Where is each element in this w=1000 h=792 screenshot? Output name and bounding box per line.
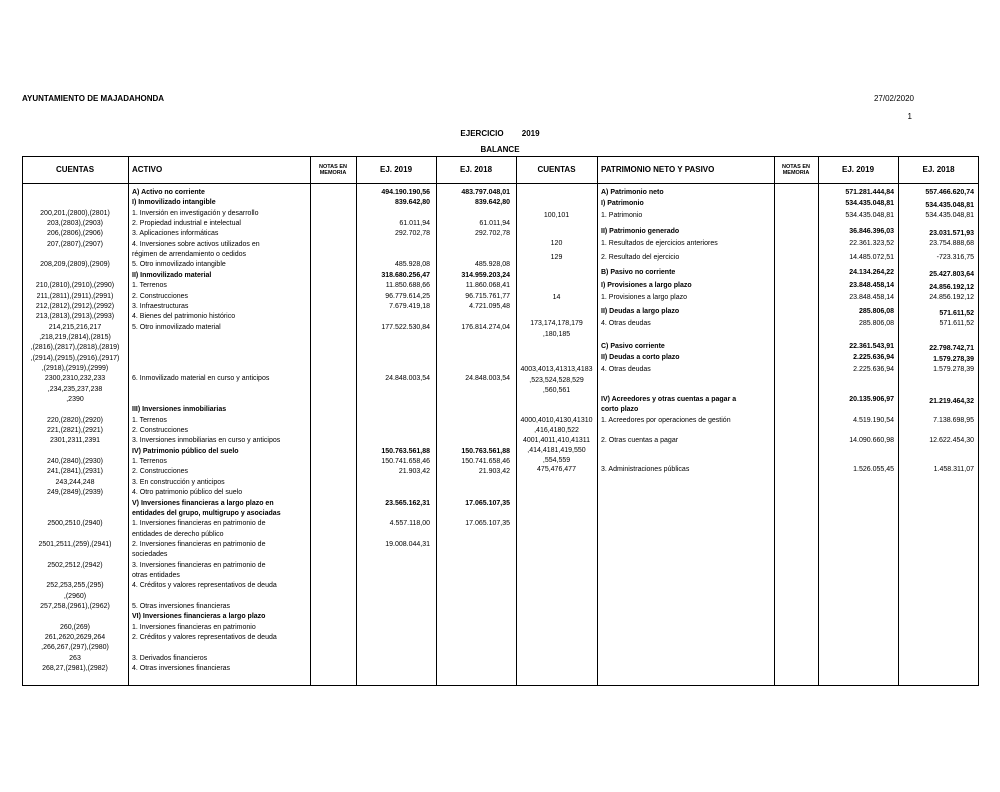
- activo-label: entidades de derecho público: [132, 530, 224, 538]
- activo-label: 1. Inversiones financieras en patrimonio: [132, 623, 256, 631]
- activo-label: sociedades: [132, 551, 168, 559]
- activo-ej2018: 17.065.107,35: [465, 499, 510, 507]
- pasivo-ej2018: 24.856.192,12: [929, 294, 974, 301]
- pasivo-ej2018: 571.611,52: [939, 310, 974, 317]
- pasivo-ej2018: 23.754.888,68: [929, 240, 974, 247]
- pasivo-cuentas: ,416,4180,522: [534, 427, 579, 434]
- header-notas-pasivo: NOTAS EN MEMORIA: [781, 163, 810, 176]
- activo-ej2018: 314.959.203,24: [461, 271, 510, 279]
- pasivo-ej2019: 4.519.190,54: [853, 417, 894, 424]
- activo-cuentas: ,2390: [66, 396, 84, 403]
- header-ej2018-activo: EJ. 2018: [459, 165, 493, 174]
- pasivo-ej2019: 285.806,08: [858, 320, 894, 327]
- pasivo-ej2019: 14.090.660,98: [849, 437, 894, 444]
- pasivo-label: I) Patrimonio: [601, 200, 644, 207]
- col-divider: [516, 156, 517, 686]
- col-divider: [597, 156, 598, 686]
- activo-label: 4. Bienes del patrimonio histórico: [132, 313, 236, 321]
- pasivo-ej2018: 1.579.278,39: [933, 366, 974, 373]
- activo-ej2019: 19.008.044,31: [385, 540, 430, 548]
- col-divider: [436, 156, 437, 686]
- activo-ej2018: 292.702,78: [474, 230, 510, 238]
- pasivo-ej2018: 571.611,52: [939, 320, 974, 327]
- pasivo-ej2018: 21.219.464,32: [929, 398, 974, 405]
- activo-cuentas: 268,27,(2981),(2982): [42, 665, 108, 673]
- activo-label: 3. Derivados financieros: [132, 654, 208, 662]
- activo-label: IV) Patrimonio público del suelo: [132, 447, 239, 455]
- activo-label: 4. Otras inversiones financieras: [132, 665, 231, 673]
- pasivo-ej2019: 36.846.396,03: [849, 228, 894, 235]
- activo-ej2019: 292.702,78: [394, 230, 430, 238]
- activo-ej2019: 150.741.658,46: [381, 458, 430, 466]
- pasivo-ej2018: 557.466.620,74: [925, 189, 974, 196]
- activo-label: 4. Otro patrimonio público del suelo: [132, 489, 243, 497]
- ejercicio-heading: [0, 129, 1000, 138]
- activo-ej2019: 485.928,08: [394, 261, 430, 269]
- pasivo-cuentas: 173,174,178,179: [530, 320, 583, 327]
- pasivo-ej2019: 22.361.543,91: [849, 343, 894, 350]
- activo-ej2018: 150.763.561,88: [461, 447, 510, 455]
- pasivo-ej2019: 285.806,08: [858, 308, 894, 315]
- activo-cuentas: 263: [69, 654, 81, 662]
- activo-cuentas: 210,(2810),(2910),(2990): [35, 282, 115, 290]
- pasivo-label: 2. Resultado del ejercicio: [601, 254, 680, 261]
- pasivo-cuentas: 475,476,477: [537, 466, 576, 473]
- pasivo-label: I) Provisiones a largo plazo: [601, 282, 692, 289]
- activo-label: 2. Créditos y valores representativos de deuda: [132, 634, 277, 642]
- activo-label: 6. Inmovilizado material en curso y anticipos: [132, 375, 270, 383]
- pasivo-ej2018: 22.798.742,71: [929, 345, 974, 352]
- pasivo-cuentas: ,180,185: [542, 331, 571, 338]
- activo-label: 5. Otras inversiones financieras: [132, 603, 231, 610]
- col-divider: [818, 156, 819, 686]
- activo-label: 1. Terrenos: [132, 458, 167, 466]
- pasivo-label: 3. Administraciones públicas: [601, 466, 690, 473]
- activo-label: 3. Infraestructuras: [132, 302, 189, 310]
- pasivo-label: 2. Otras cuentas a pagar: [601, 437, 679, 444]
- activo-ej2018: 176.814.274,04: [461, 323, 510, 331]
- pasivo-ej2018: 23.031.571,93: [929, 230, 974, 237]
- activo-cuentas: 214,215,216,217: [48, 323, 102, 331]
- activo-ej2018: 839.642,80: [474, 199, 510, 207]
- activo-label: 2. Propiedad industrial e intelectual: [132, 220, 241, 228]
- ejercicio-label: EJERCICIO: [460, 129, 504, 138]
- pasivo-cuentas: ,554,559: [542, 457, 571, 464]
- activo-cuentas: 2301,2311,2391: [49, 437, 101, 445]
- activo-ej2018: 11.860.068,41: [465, 282, 510, 290]
- pasivo-label: 4. Otras deudas: [601, 320, 651, 327]
- pasivo-ej2019: 23.848.458,14: [849, 282, 894, 289]
- activo-ej2019: 494.190.190,56: [381, 189, 430, 196]
- activo-label: V) Inversiones financieras a largo plazo en: [132, 499, 274, 507]
- pasivo-cuentas: 100,101: [543, 212, 570, 219]
- pasivo-label: II) Deudas a largo plazo: [601, 308, 680, 315]
- pasivo-cuentas: 129: [550, 254, 563, 261]
- activo-label: 2. Construcciones: [132, 292, 189, 300]
- pasivo-label: C) Pasivo corriente: [601, 343, 665, 350]
- pasivo-ej2018: 7.138.698,95: [933, 417, 974, 424]
- activo-ej2019: 4.557.118,00: [389, 520, 430, 528]
- pasivo-ej2018: -723.316,75: [936, 254, 974, 261]
- pasivo-ej2018: 534.435.048,81: [925, 212, 974, 219]
- activo-ej2018: 485.928,08: [474, 261, 510, 269]
- activo-label: II) Inmovilizado material: [132, 271, 212, 279]
- activo-ej2019: 21.903,42: [398, 468, 430, 476]
- pasivo-label: B) Pasivo no corriente: [601, 269, 676, 276]
- activo-label: VI) Inversiones financieras a largo plazo: [132, 613, 266, 621]
- activo-label: 4. Inversiones sobre activos utilizados en: [132, 240, 260, 248]
- header-cuentas-pasivo: CUENTAS: [537, 165, 576, 174]
- pasivo-cuentas: ,560,561: [542, 387, 571, 394]
- pasivo-cuentas: ,414,4181,419,550: [527, 447, 586, 454]
- activo-label: 1. Terrenos: [132, 282, 167, 290]
- activo-label: 4. Créditos y valores representativos de deuda: [132, 582, 277, 590]
- pasivo-ej2018: 24.856.192,12: [929, 284, 974, 291]
- activo-label: 5. Otro inmovilizado material: [132, 323, 221, 331]
- header-pasivo: PATRIMONIO NETO Y PASIVO: [601, 165, 715, 174]
- activo-cuentas: 207,(2807),(2907): [46, 240, 104, 248]
- activo-cuentas: 2500,2510,(2940): [47, 520, 103, 528]
- pasivo-label: II) Patrimonio generado: [601, 228, 680, 235]
- pasivo-ej2019: 2.225.636,94: [853, 366, 894, 373]
- activo-cuentas: 261,2620,2629,264: [44, 634, 106, 642]
- activo-ej2019: 61.011,94: [399, 220, 430, 228]
- activo-cuentas: 257,258,(2961),(2962): [40, 603, 110, 610]
- activo-ej2019: 7.679.419,18: [389, 302, 430, 310]
- pasivo-ej2019: 1.526.055,45: [853, 466, 894, 473]
- pasivo-label: A) Patrimonio neto: [601, 189, 664, 196]
- activo-cuentas: ,218,219,(2814),(2815): [39, 333, 111, 341]
- header-ej2018-pasivo: EJ. 2018: [922, 165, 955, 174]
- activo-ej2018: 17.065.107,35: [465, 520, 510, 528]
- activo-label: entidades del grupo, multigrupo y asociadas: [132, 509, 281, 517]
- activo-ej2019: 150.763.561,88: [381, 447, 430, 455]
- activo-label: 1. Inversión en investigación y desarrollo: [132, 209, 259, 217]
- activo-label: 2. Inversiones financieras en patrimonio de: [132, 540, 266, 548]
- pasivo-cuentas: 14: [552, 294, 561, 301]
- pasivo-ej2018: 12.622.454,30: [929, 437, 974, 444]
- pasivo-cuentas: 4000,4010,4130,41310: [520, 417, 593, 424]
- activo-label: A) Activo no corriente: [132, 189, 205, 196]
- activo-label: 1. Terrenos: [132, 416, 167, 424]
- activo-label: otras entidades: [132, 571, 180, 579]
- col-divider: [128, 156, 129, 686]
- activo-ej2018: 150.741.658,46: [461, 458, 510, 466]
- activo-cuentas: ,(2914),(2915),(2916),(2917): [30, 354, 120, 362]
- activo-cuentas: 220,(2820),(2920): [46, 416, 104, 424]
- activo-cuentas: ,234,235,237,238: [47, 385, 103, 393]
- col-divider: [356, 156, 357, 686]
- pasivo-label: 1. Provisiones a largo plazo: [601, 294, 687, 301]
- activo-cuentas: ,(2960): [63, 592, 87, 600]
- activo-cuentas: ,266,267,(297),(2980): [41, 644, 109, 652]
- activo-cuentas: 243,244,248: [55, 478, 95, 486]
- activo-cuentas: 221,(2821),(2921): [46, 427, 104, 435]
- pasivo-ej2019: 534.435.048,81: [845, 200, 894, 207]
- pasivo-ej2019: 24.134.264,22: [849, 269, 894, 276]
- activo-cuentas: 211,(2811),(2911),(2991): [36, 292, 114, 300]
- activo-cuentas: 252,253,255,(295): [46, 582, 104, 590]
- pasivo-ej2019: 14.485.072,51: [849, 254, 894, 261]
- activo-label: I) Inmovilizado intangible: [132, 199, 216, 207]
- activo-cuentas: 2501,2511,(259),(2941): [38, 540, 112, 548]
- pasivo-ej2019: 2.225.636,94: [853, 354, 894, 361]
- activo-ej2018: 483.797.048,01: [461, 189, 510, 196]
- activo-ej2019: 177.522.530,84: [381, 323, 430, 331]
- pasivo-ej2018: 1.579.278,39: [933, 356, 974, 363]
- activo-ej2019: 11.850.688,66: [385, 282, 430, 290]
- activo-cuentas: 241,(2841),(2931): [46, 468, 104, 476]
- pasivo-ej2018: 1.458.311,07: [933, 466, 974, 473]
- organization-name: AYUNTAMIENTO DE MAJADAHONDA: [22, 94, 165, 103]
- activo-cuentas: 2300,2310,232,233: [44, 375, 106, 383]
- col-divider: [774, 156, 775, 686]
- activo-ej2019: 839.642,80: [394, 199, 430, 207]
- activo-ej2019: 318.680.256,47: [381, 271, 430, 279]
- col-divider: [898, 156, 899, 686]
- pasivo-ej2019: 23.848.458,14: [849, 294, 894, 301]
- activo-label: 2. Construcciones: [132, 427, 189, 435]
- activo-label: régimen de arrendamiento o cedidos: [132, 251, 247, 259]
- activo-label: 1. Inversiones financieras en patrimonio de: [132, 520, 266, 528]
- pasivo-ej2019: 20.135.906,97: [849, 396, 894, 403]
- activo-label: 3. Inversiones financieras en patrimonio de: [132, 561, 266, 569]
- pasivo-ej2018: 25.427.803,64: [929, 271, 974, 278]
- report-date: 27/02/2020: [873, 94, 914, 103]
- pasivo-label: 1. Patrimonio: [601, 212, 643, 219]
- activo-ej2019: 24.848.003,54: [385, 375, 430, 383]
- activo-ej2018: 24.848.003,54: [465, 375, 510, 383]
- pasivo-label: IV) Acreedores y otras cuentas a pagar a: [601, 396, 737, 403]
- header-divider: [22, 183, 979, 184]
- activo-ej2019: 23.565.162,31: [385, 499, 430, 507]
- pasivo-cuentas: 120: [550, 240, 563, 247]
- pasivo-label: corto plazo: [601, 406, 639, 413]
- page-number: 1: [907, 112, 912, 121]
- pasivo-ej2019: 22.361.323,52: [849, 240, 894, 247]
- pasivo-label: 1. Resultados de ejercicios anteriores: [601, 240, 718, 247]
- activo-cuentas: 206,(2806),(2906): [46, 230, 104, 238]
- activo-ej2018: 21.903,42: [478, 468, 510, 476]
- pasivo-cuentas: 4001,4011,410,41311: [522, 437, 591, 444]
- activo-cuentas: 200,201,(2800),(2801): [40, 209, 110, 217]
- activo-label: 5. Otro inmovilizado intangible: [132, 261, 226, 269]
- pasivo-ej2019: 534.435.048,81: [845, 212, 894, 219]
- pasivo-label: II) Deudas a corto plazo: [601, 354, 680, 361]
- pasivo-label: 4. Otras deudas: [601, 366, 651, 373]
- header-activo: ACTIVO: [132, 165, 163, 174]
- pasivo-label: 1. Acreedores por operaciones de gestión: [601, 417, 731, 424]
- pasivo-cuentas: 4003,4013,41313,4183: [520, 366, 593, 373]
- activo-cuentas: 212,(2812),(2912),(2992): [35, 302, 115, 310]
- header-cuentas-activo: CUENTAS: [55, 165, 95, 174]
- report-title: BALANCE: [480, 145, 520, 154]
- activo-cuentas: ,(2816),(2817),(2818),(2819): [30, 344, 120, 352]
- pasivo-ej2019: 571.281.444,84: [845, 189, 894, 196]
- activo-cuentas: 240,(2840),(2930): [46, 458, 104, 466]
- activo-cuentas: 203,(2803),(2903): [46, 220, 104, 228]
- ejercicio-year: 2019: [521, 129, 540, 138]
- activo-label: 3. En construcción y anticipos: [132, 478, 225, 486]
- activo-label: 2. Construcciones: [132, 468, 189, 476]
- activo-cuentas: 2502,2512,(2942): [47, 561, 103, 569]
- activo-label: 3. Inversiones inmobiliarias en curso y anticipos: [132, 437, 281, 445]
- activo-cuentas: 260,(269): [60, 623, 90, 631]
- col-divider: [310, 156, 311, 686]
- activo-label: III) Inversiones inmobiliarias: [132, 406, 227, 414]
- activo-ej2018: 4.721.095,48: [469, 302, 510, 310]
- pasivo-cuentas: ,523,524,528,529: [529, 377, 584, 384]
- activo-ej2018: 61.011,94: [479, 220, 510, 228]
- header-ej2019-activo: EJ. 2019: [379, 165, 413, 174]
- activo-ej2019: 96.779.614,25: [385, 292, 430, 300]
- activo-cuentas: 249,(2849),(2939): [46, 489, 104, 497]
- activo-cuentas: 213,(2813),(2913),(2993): [35, 313, 115, 321]
- activo-cuentas: 208,209,(2809),(2909): [40, 261, 110, 269]
- pasivo-ej2018: 534.435.048,81: [925, 202, 974, 209]
- activo-label: 3. Aplicaciones informáticas: [132, 230, 219, 238]
- activo-ej2018: 96.715.761,77: [465, 292, 510, 300]
- activo-cuentas: ,(2918),(2919),(2999): [41, 364, 109, 372]
- header-ej2019-pasivo: EJ. 2019: [841, 165, 875, 174]
- header-notas-activo: NOTAS EN MEMORIA: [318, 163, 347, 176]
